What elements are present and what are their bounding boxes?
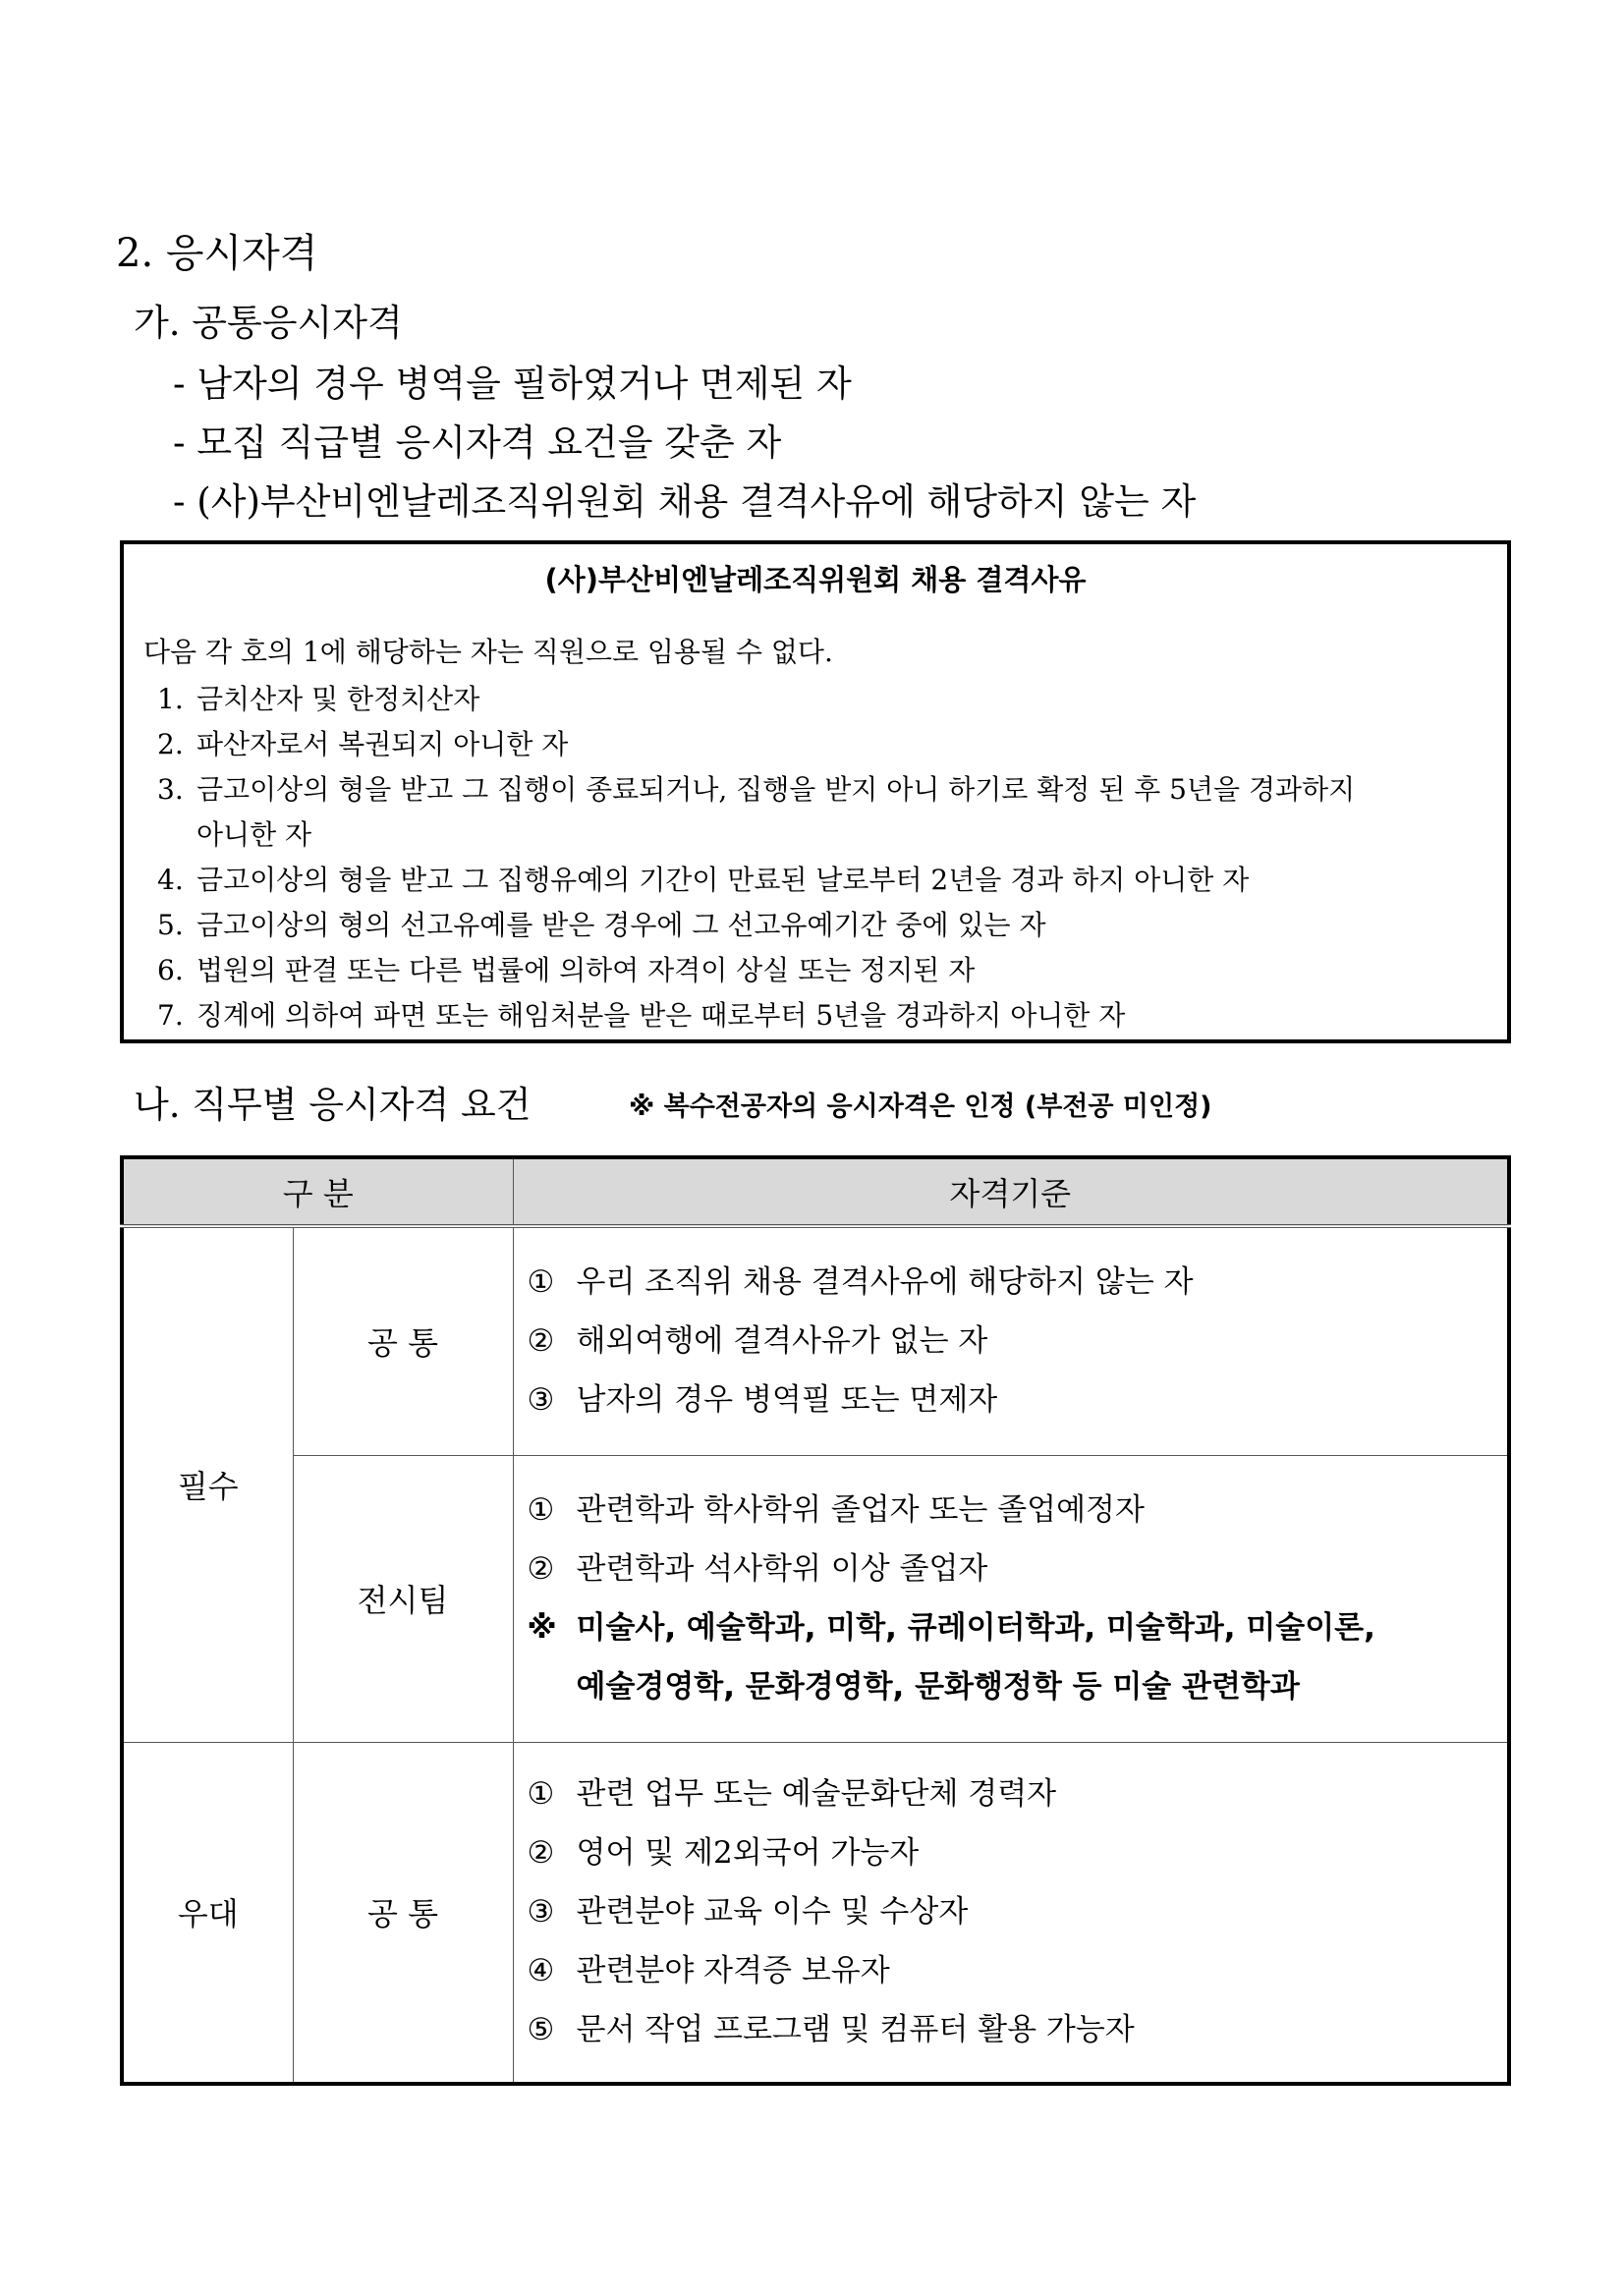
common-qualification-title: 가. 공통응시자격 [134, 302, 403, 344]
criteria-text: 우리 조직위 채용 결격사유에 해당하지 않는 자 [576, 1264, 1194, 1301]
criteria-line [528, 1657, 1508, 1716]
job-qualification-title: 나. 직무별 응시자격 요건 [134, 1084, 532, 1126]
criteria-marker: ② [527, 1835, 555, 1872]
criteria-text: 영어 및 제2외국어 가능자 [576, 1835, 920, 1872]
disqualification-item [157, 678, 479, 717]
criteria-marker: ⑤ [527, 2012, 555, 2048]
criteria-text: 해외여행에 결격사유가 없는 자 [576, 1323, 988, 1360]
criteria-line [528, 1540, 1508, 1598]
criteria-text: 관련분야 교육 이수 및 수상자 [576, 1894, 969, 1931]
criteria-line [528, 1882, 1508, 1941]
item-text: 법원의 판결 또는 다른 법률에 의하여 자격이 상실 또는 정지된 자 [196, 954, 976, 986]
criteria-cell [513, 1455, 1509, 1742]
criteria-line [528, 2000, 1508, 2059]
disqualification-box [120, 540, 1511, 1043]
item-text: 징계에 의하여 파면 또는 해임처분을 받은 때로부터 5년을 경과하지 아니한 자 [196, 999, 1126, 1032]
sub-category: 전시팀 [293, 1455, 513, 1742]
criteria-text: 예술경영학, 문화경영학, 문화행정학 등 미술 관련학과 [576, 1669, 1300, 1705]
item-text: 금고이상의 형을 받고 그 집행유예의 기간이 만료된 날로부터 2년을 경과 하지 아니한 자 [196, 864, 1250, 896]
criteria-cell [513, 1226, 1509, 1455]
disqualification-title: (사)부산비엔날레조직위원회 채용 결격사유 [544, 563, 1087, 596]
item-number: 4. [157, 864, 184, 896]
criteria-text: 관련 업무 또는 예술문화단체 경력자 [576, 1776, 1057, 1813]
common-bullet: - 모집 직급별 응시자격 요건을 갖춘 자 [173, 421, 782, 464]
criteria-line [528, 1941, 1508, 2000]
criteria-cell [513, 1742, 1509, 2084]
header-criteria: 자격기준 [513, 1157, 1509, 1226]
criteria-text: 관련학과 학사학위 졸업자 또는 졸업예정자 [576, 1492, 1145, 1528]
sub-category: 공 통 [293, 1226, 513, 1455]
criteria-marker: ① [527, 1776, 555, 1813]
header-category: 구 분 [122, 1157, 513, 1226]
criteria-line [528, 1481, 1508, 1540]
table-row [122, 1226, 1509, 1455]
disqualification-item [157, 994, 1125, 1034]
section-title: 2. 응시자격 [116, 231, 318, 276]
criteria-marker: ③ [527, 1894, 555, 1931]
disqualification-item [157, 904, 1046, 943]
item-number: 3. [157, 773, 184, 806]
disqualification-item [157, 768, 1355, 808]
required-category: 필수 [122, 1226, 293, 1742]
criteria-line [528, 1312, 1508, 1371]
item-number: 6. [157, 954, 184, 986]
item-number: 7. [157, 999, 184, 1032]
criteria-text: 남자의 경우 병역필 또는 면제자 [576, 1382, 998, 1419]
criteria-line [528, 1823, 1508, 1882]
disqualification-item [157, 723, 568, 762]
item-number: 2. [157, 728, 184, 760]
criteria-marker: ② [527, 1323, 555, 1360]
note-marker: ※ [527, 1610, 557, 1646]
requirements-table [120, 1155, 1511, 2086]
criteria-line [528, 1371, 1508, 1429]
table-header-row [122, 1157, 1509, 1226]
item-text: 금고이상의 형의 선고유예를 받은 경우에 그 선고유예기간 중에 있는 자 [196, 909, 1046, 941]
preferred-category: 우대 [122, 1742, 293, 2084]
sub-category: 공 통 [293, 1742, 513, 2084]
double-major-note: ※ 복수전공자의 응시자격은 인정 (부전공 미인정) [629, 1092, 1212, 1122]
criteria-marker: ④ [527, 1953, 555, 1989]
criteria-text: 관련분야 자격증 보유자 [576, 1953, 890, 1989]
criteria-line [528, 1253, 1508, 1312]
disqualification-item [157, 949, 975, 988]
table-row [122, 1742, 1509, 2084]
criteria-text: 미술사, 예술학과, 미학, 큐레이터학과, 미술학과, 미술이론, [576, 1610, 1375, 1646]
criteria-text: 문서 작업 프로그램 및 컴퓨터 활용 가능자 [576, 2012, 1135, 2048]
criteria-text: 관련학과 석사학위 이상 졸업자 [576, 1551, 988, 1587]
common-bullet: - 남자의 경우 병역을 필하였거나 면제된 자 [173, 363, 852, 405]
item-number: 1. [157, 683, 184, 715]
criteria-line [528, 1764, 1508, 1823]
item-number: 5. [157, 909, 184, 941]
criteria-marker: ② [527, 1551, 555, 1587]
disqualification-intro: 다음 각 호의 1에 해당하는 자는 직원으로 임용될 수 없다. [143, 636, 833, 668]
item-text: 금치산자 및 한정치산자 [196, 683, 480, 715]
criteria-marker: ① [527, 1264, 555, 1301]
criteria-marker: ③ [527, 1382, 555, 1419]
common-bullet: - (사)부산비엔날레조직위원회 채용 결격사유에 해당하지 않는 자 [173, 480, 1197, 523]
disqualification-item [157, 859, 1249, 898]
item-text: 금고이상의 형을 받고 그 집행이 종료되거나, 집행을 받지 아니 하기로 확정 된 후 5년을 경과하지 [196, 773, 1356, 806]
disqualification-item-continuation: 아니한 자 [196, 818, 312, 851]
criteria-line [528, 1598, 1508, 1657]
table-row [122, 1455, 1509, 1742]
item-text: 파산자로서 복권되지 아니한 자 [196, 728, 569, 760]
criteria-marker: ① [527, 1492, 555, 1528]
